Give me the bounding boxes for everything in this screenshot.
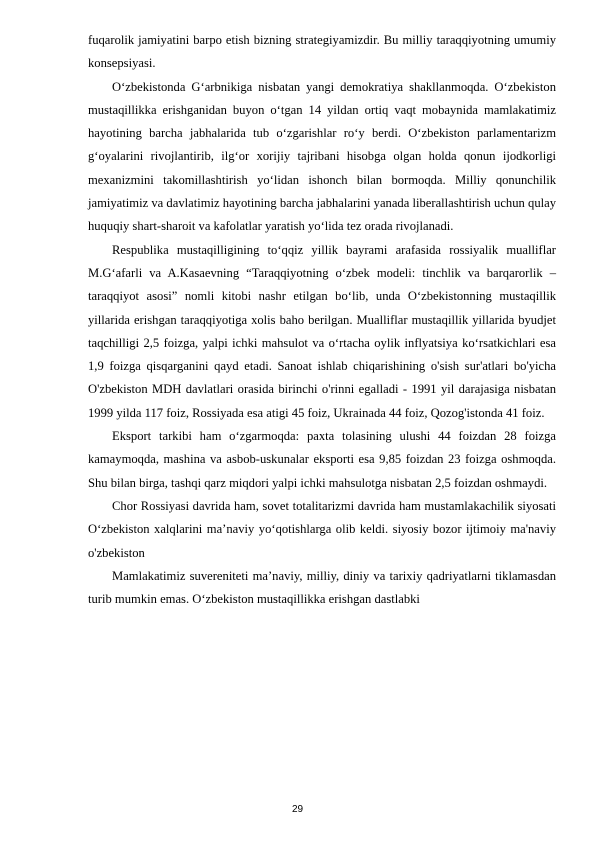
paragraph-export-structure: Eksport tarkibi ham o‘zgarmoqda: paxta tolasining ulushi 44 foizdan 28 foizga kamaymoqda, mashina va asbob-uskunalar eksporti esa 9,85 foizdan 23 foizga oshmoqda. Shu bilan birga, tashqi qarz miqdori yalpi ichki mahsulotga nisbatan 2,5 foizdan oshmaydi. — [88, 429, 556, 490]
paragraph-continuation: fuqarolik jamiyatini barpo etish bizning strategiyamizdir. Bu milliy taraqqiyotning umumiy konsepsiyasi. — [88, 33, 556, 71]
page-number: 29 — [291, 804, 304, 815]
paragraph-independence-anniversary: Respublika mustaqilligining to‘qqiz yillik bayrami arafasida rossiyalik mualliflar M.G‘afarli va A.Kasaevning “Taraqqiyotning o‘zbek modeli: tinchlik va barqarorlik – taraqqiyot asosi” nomli kitobi nashr etilgan bo‘lib, unda O‘zbekistonning mustaqillik yillarida erishgan taraqqiyotiga xolis baho berilgan. Mualliflar mustaqillik yillarida byudjet taqchilligi 2,5 foizga, yalpi ichki mahsulot va o‘rtacha oylik inflyatsiya ko‘rsatkichlari esa 1,9 foizga qisqarganini qayd etadi. Sanoat ishlab chiqarishining o'sish sur'atlari bo'yicha O'zbekiston MDH davlatlari orasida birinchi o'rinni egalladi - 1991 yil darajasiga nisbatan 1999 yilda 117 foiz, Rossiyada esa atigi 45 foiz, Ukrainada 44 foiz, Qozog'istonda 41 foiz. — [88, 242, 556, 420]
paragraph-sovereignty: Mamlakatimiz suvereniteti ma’naviy, milliy, diniy va tarixiy qadriyatlarni tiklamasdan turib mumkin emas. O‘zbekiston mustaqillikka erishgan dastlabki — [88, 568, 556, 607]
paragraph-colonial-policy: Chor Rossiyasi davrida ham, sovet totalitarizmi davrida ham mustamlakachilik siyosati O‘zbekiston xalqlarini ma’naviy yo‘qotishlarga olib keldi. siyosiy bozor ijtimoiy ma'naviy o'zbekiston — [88, 498, 556, 560]
paragraph-democracy: O‘zbekistonda G‘arbnikiga nisbatan yangi demokratiya shakllanmoqda. O‘zbekiston mustaqillikka erishganidan buyon o‘tgan 14 yildan ortiq vaqt mobaynida mamlakatimiz hayotining barcha jabhalarida tub o‘zgarishlar ro‘y berdi. O‘zbekiston parlamentarizm g‘oyalarini rivojlantirib, ilg‘or xorijiy tajribani hisobga olgan holda qonun ijodkorligi mexanizmini takomillashtirish yo‘lidan ishonch bilan bormoqda. Milliy qonunchilik jamiyatimiz va davlatimiz hayotining barcha jabhalarini yanada liberallashtirish uchun qulay huquqiy shart-sharoit va kafolatlar yaratish yo‘lida tez orada rivojlanadi. — [88, 79, 556, 234]
document-body — [88, 29, 556, 611]
